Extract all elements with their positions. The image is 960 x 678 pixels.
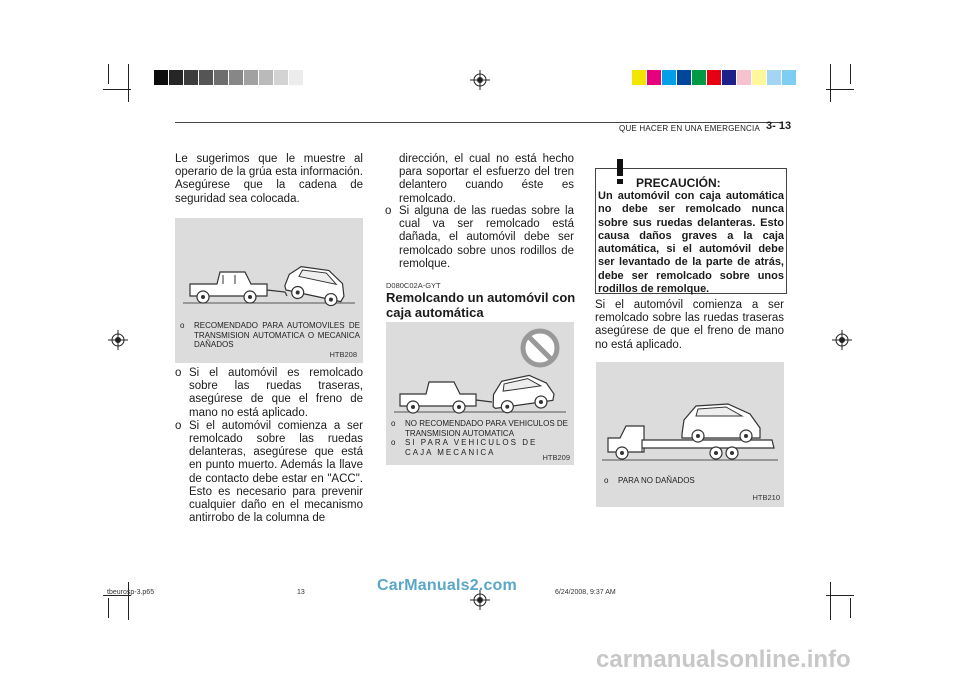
caution-title: PRECAUCIÓN: xyxy=(636,176,721,190)
watermark-link[interactable]: CarManuals2.com xyxy=(377,577,517,594)
figure-code: HTB210 xyxy=(752,493,780,502)
bullet-mark: o xyxy=(180,321,185,330)
color-swatch xyxy=(722,70,736,85)
intro-paragraph: Le sugerimos que le muestre al operario de la grúa esta información. Asegúrese que la cadena de seguridad sea colocada. xyxy=(175,153,363,205)
color-swatch xyxy=(662,70,676,85)
caution-text: Un automóvil con caja automática no debe ser remolcado nunca sobre sus ruedas delanteras. Esto causa daños graves a la caja automática, si el automóvil debe ser levantado de la parte de atrás, debe ser remolcado sobre unos rodillos de remolque. xyxy=(598,190,784,296)
color-swatch xyxy=(752,70,766,85)
footer-date: 6/24/2008, 9:37 AM xyxy=(555,589,616,596)
registration-mark-icon xyxy=(832,330,852,350)
gray-swatch xyxy=(169,70,183,85)
section-title: Remolcando un automóvil con caja automática xyxy=(386,290,576,320)
flatbed-tow-truck-illustration xyxy=(596,382,784,482)
prohibited-icon xyxy=(518,326,562,370)
gray-swatch xyxy=(199,70,213,85)
figure-code: HTB208 xyxy=(329,350,357,359)
section-header: QUE HACER EN UNA EMERGENCIA xyxy=(619,124,760,133)
figure-caption xyxy=(604,476,695,486)
page-number: 3- 13 xyxy=(766,120,792,132)
bullet-mark: o xyxy=(391,438,396,447)
figure-htb208 xyxy=(175,218,363,363)
color-swatch xyxy=(692,70,706,85)
tow-truck-wheel-lift-illustration xyxy=(386,366,574,426)
caution-box xyxy=(595,168,787,294)
list-item xyxy=(175,367,363,420)
figure-caption xyxy=(180,321,360,350)
color-swatch xyxy=(647,70,661,85)
bullet-mark: o xyxy=(175,367,182,379)
color-calibration-bar xyxy=(632,70,797,85)
section-code: D080C02A-GYT xyxy=(386,281,441,290)
watermark-online: carmanualsonline.info xyxy=(596,646,851,673)
color-swatch xyxy=(632,70,646,85)
gray-swatch xyxy=(184,70,198,85)
gray-swatch xyxy=(274,70,288,85)
color-swatch xyxy=(677,70,691,85)
list-item xyxy=(385,205,574,271)
registration-mark-icon xyxy=(108,330,128,350)
list-item-text: Si el automóvil comienza a ser remolcado sobre las ruedas delanteras, asegúrese que está en punto muerto. Además la llave de contacto debe estar en "ACC". Esto es necesario para prevenir cualquier daño en el mecanismo antirrobo de la columna de xyxy=(189,419,363,525)
bullet-list xyxy=(175,367,363,525)
gray-calibration-bar xyxy=(154,70,304,85)
paragraph: Si el automóvil comienza a ser remolcado sobre las ruedas traseras asegúrese de que el freno de mano no está aplicado. xyxy=(595,299,784,351)
color-swatch xyxy=(782,70,796,85)
list-item xyxy=(175,420,363,526)
gray-swatch xyxy=(259,70,273,85)
list-item-text: Si el automóvil es remolcado sobre las ruedas traseras, asegúrese de que el freno de mano no está aplicado. xyxy=(189,367,363,419)
footer-filename: tbeurosp-3.p65 xyxy=(107,589,155,596)
figure-code: HTB209 xyxy=(542,453,570,462)
figure-htb209 xyxy=(386,322,574,465)
gray-swatch xyxy=(244,70,258,85)
list-item-text: Si alguna de las ruedas sobre la cual va ser remolcado está dañada, el automóvil debe ser remolcado sobre unos rodillos de remolque. xyxy=(399,205,574,270)
caption-text: NO RECOMENDADO PARA VEHICULOS DE TRANSMISION AUTOMATICA xyxy=(405,419,568,438)
warning-exclamation-icon xyxy=(612,159,628,185)
caption-text: PARA NO DAÑADOS xyxy=(618,476,695,485)
registration-mark-icon xyxy=(470,70,490,90)
bullet-mark: o xyxy=(604,476,609,485)
bullet-mark: o xyxy=(391,419,396,428)
bullet-mark: o xyxy=(175,419,182,432)
header-rule xyxy=(175,122,783,123)
figure-htb210 xyxy=(596,362,784,507)
color-swatch xyxy=(767,70,781,85)
gray-swatch xyxy=(229,70,243,85)
figure-caption xyxy=(391,419,569,457)
gray-swatch xyxy=(289,70,303,85)
gray-swatch xyxy=(214,70,228,85)
color-swatch xyxy=(737,70,751,85)
footer-page: 13 xyxy=(297,589,305,596)
gray-swatch xyxy=(154,70,168,85)
bullet-mark: o xyxy=(385,205,392,217)
continuation-paragraph: dirección, el cual no está hecho para soportar el esfuerzo del tren delantero cuando éste es remolcado. xyxy=(399,153,574,205)
caption-text: RECOMENDADO PARA AUTOMOVILES DE TRANSMISION AUTOMATICA O MECANICA DAÑADOS xyxy=(194,321,360,349)
color-swatch xyxy=(707,70,721,85)
caption-text: SI PARA VEHICULOS DE CAJA MECANICA xyxy=(405,438,538,457)
